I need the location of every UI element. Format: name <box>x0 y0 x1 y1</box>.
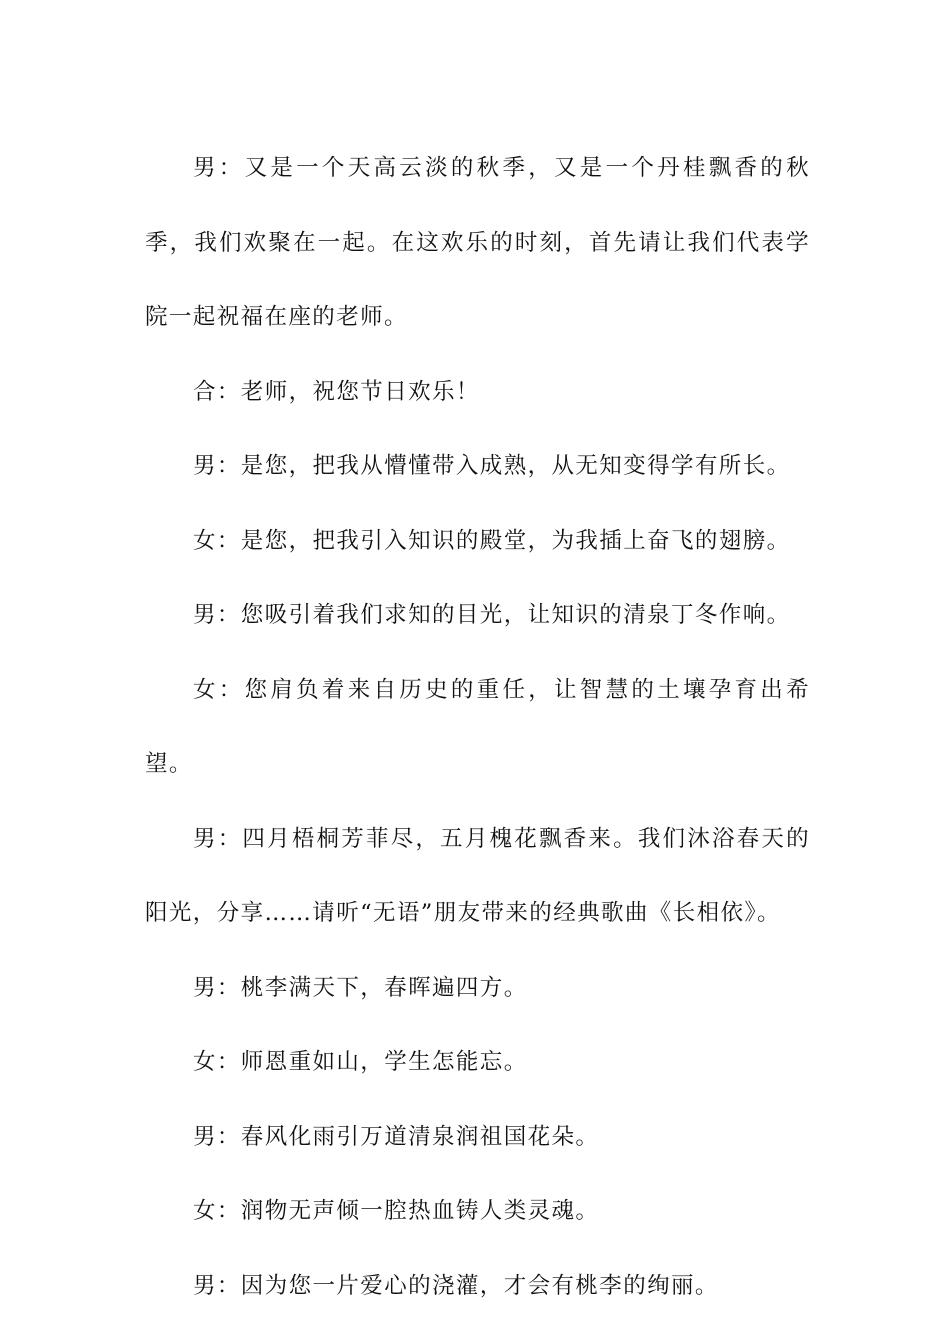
document-body <box>145 131 810 1323</box>
paragraph: 女：润物无声倾一腔热血铸人类灵魂。 <box>193 1198 600 1224</box>
paragraph: 男：桃李满天下，春晖遍四方。 <box>193 974 528 1001</box>
paragraph: 女：师恩重如山，学生怎能忘。 <box>193 1049 528 1075</box>
paragraph: 女：您肩负着来自历史的重任，让智慧的土壤孕育出希望。 <box>145 676 810 777</box>
paragraph: 女：是您，把我引入知识的殿堂，为我插上奋飞的翅膀。 <box>193 527 791 554</box>
paragraph: 男：是您，把我从懵懂带入成熟，从无知变得学有所长。 <box>193 453 791 479</box>
paragraph: 男：您吸引着我们求知的目光，让知识的清泉丁冬作响。 <box>193 602 791 628</box>
paragraph: 男：春风化雨引万道清泉润祖国花朵。 <box>193 1123 600 1150</box>
paragraph: 男：因为您一片爱心的浇灌，才会有桃李的绚丽。 <box>193 1272 719 1299</box>
paragraph: 合：老师，祝您节日欢乐！ <box>193 378 480 405</box>
paragraph: 男：又是一个天高云淡的秋季，又是一个丹桂飘香的秋季，我们欢聚在一起。在这欢乐的时刻，首先请让我们代表学院一起祝福在座的老师。 <box>145 155 810 330</box>
paragraph: 男：四月梧桐芳菲尽，五月槐花飘香来。我们沐浴春天的阳光，分享……请听“无语”朋友带来的经典歌曲《长相依》。 <box>145 825 810 926</box>
